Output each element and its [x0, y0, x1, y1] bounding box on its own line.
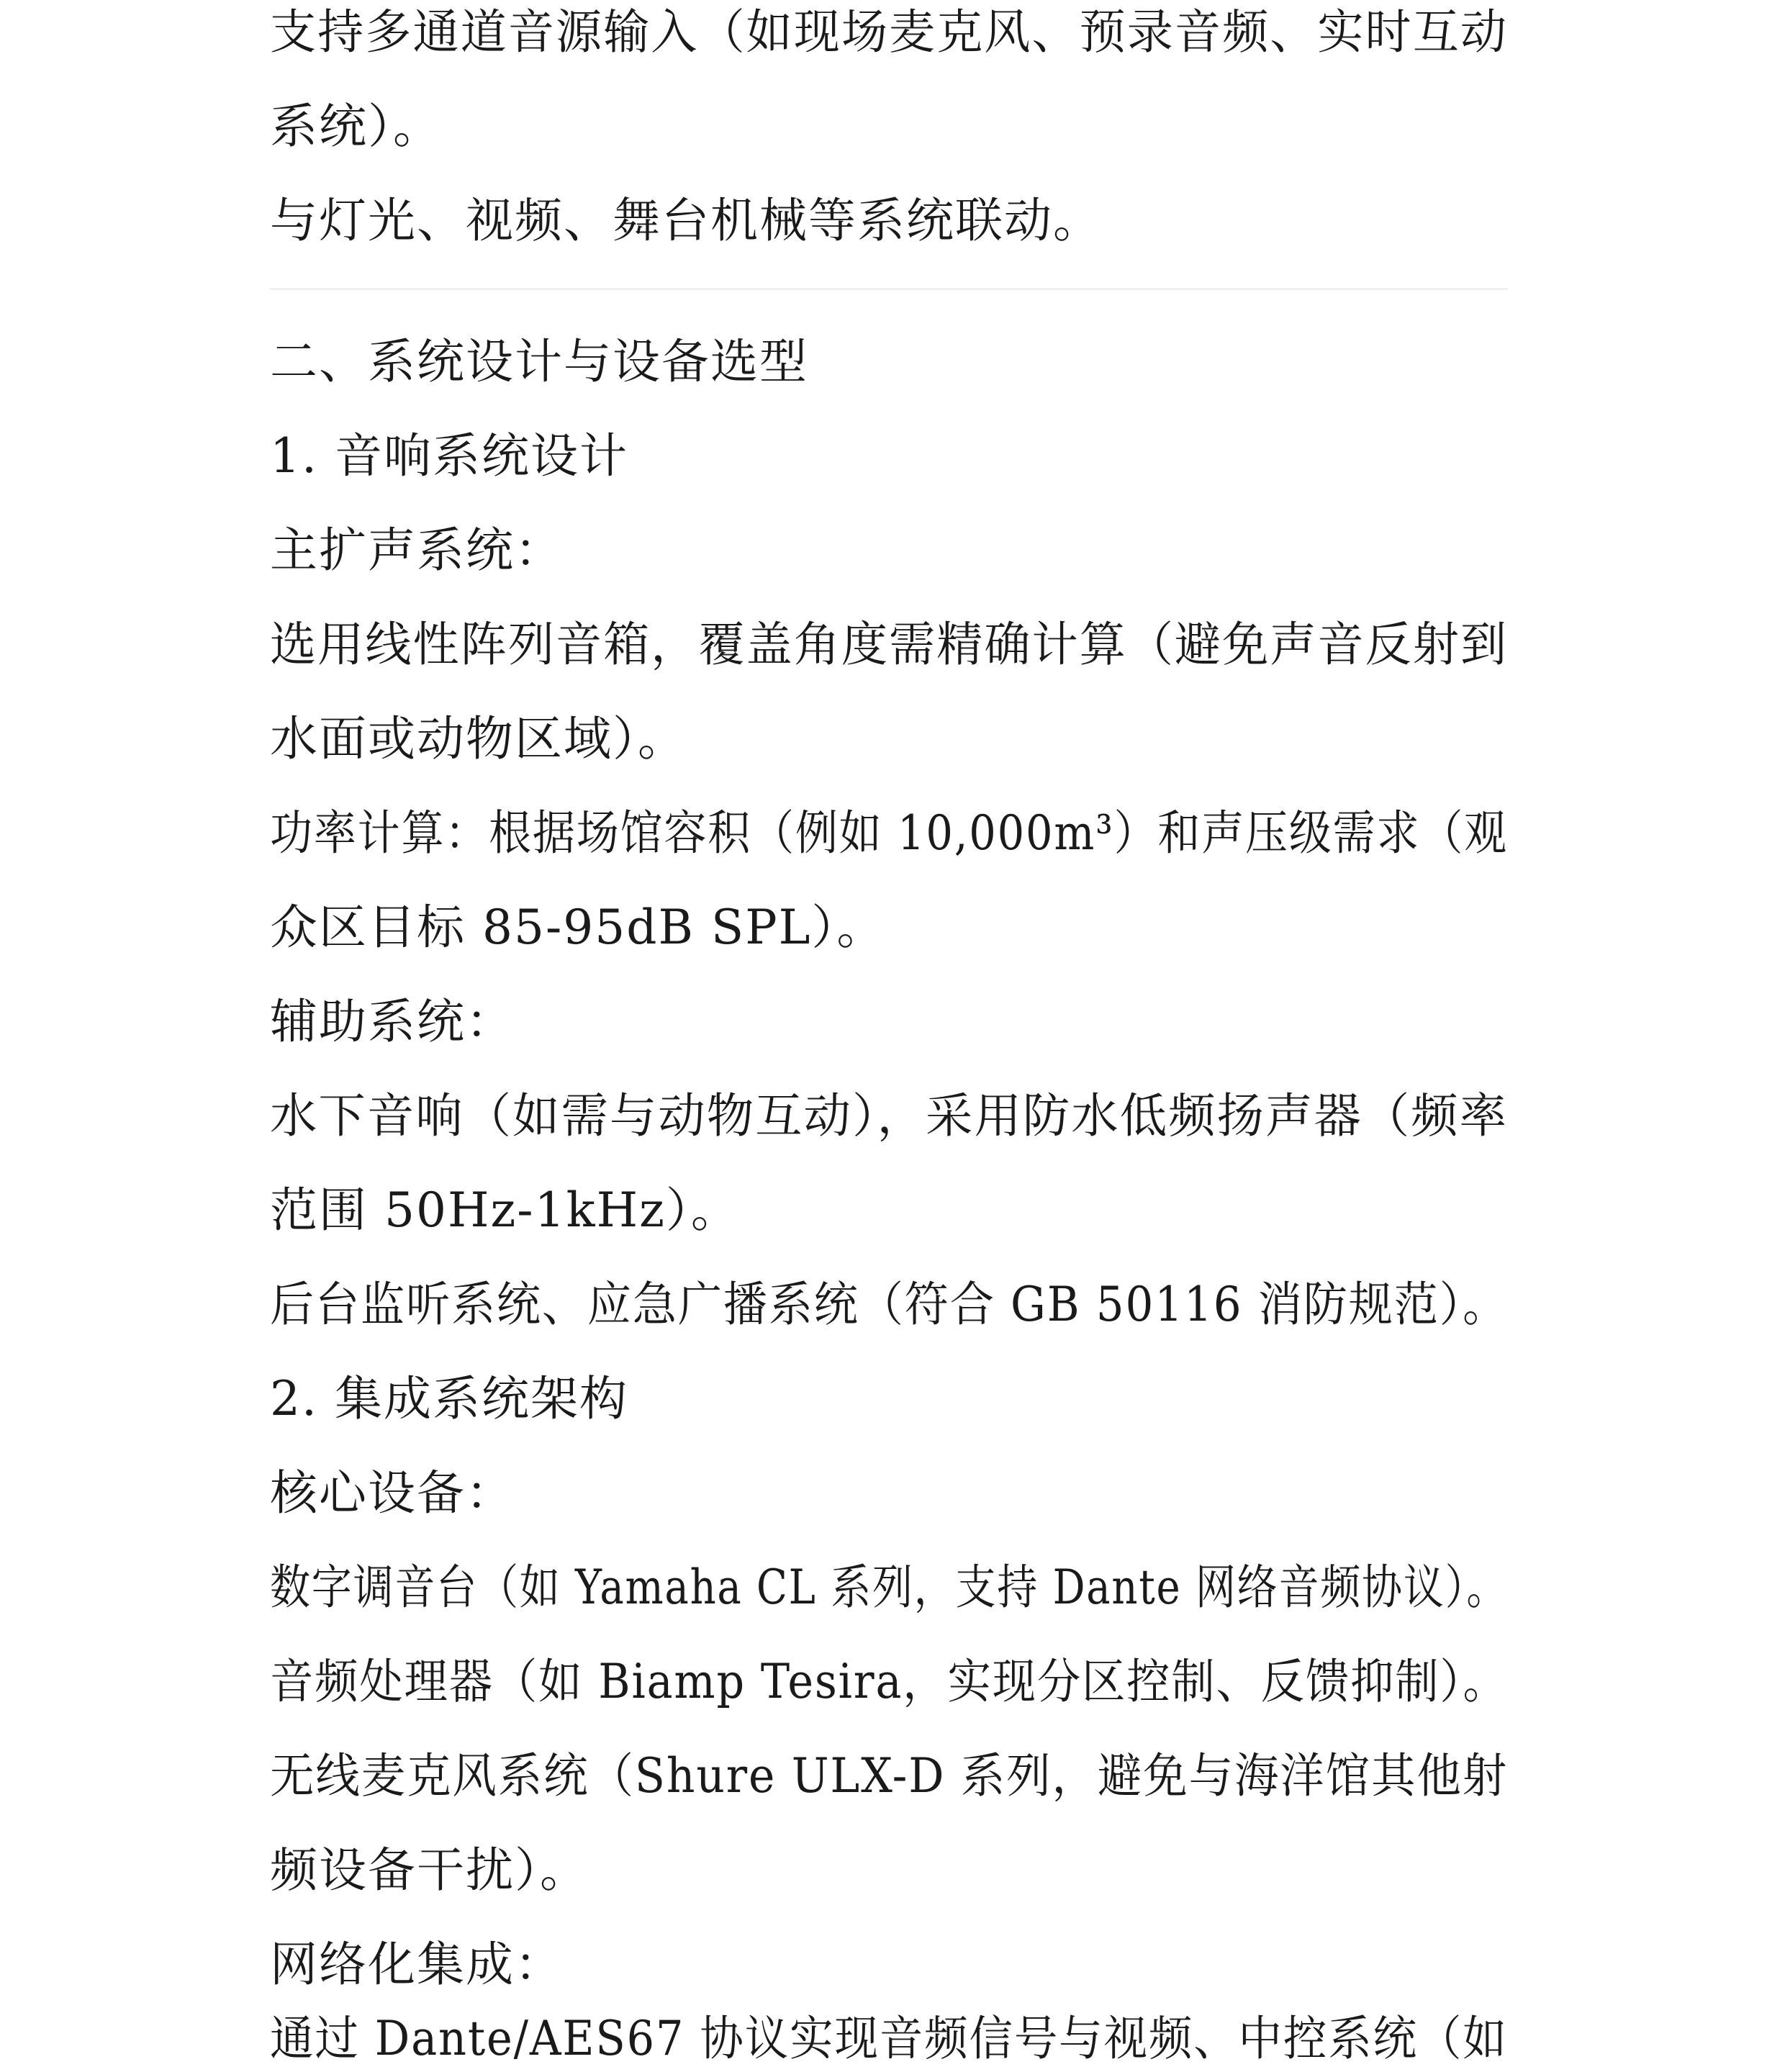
paragraph-line: 众区目标 85-95dB SPL）。 [270, 900, 886, 955]
paragraph-line: 水面或动物区域）。 [270, 711, 687, 766]
paragraph-line: 水下音响（如需与动物互动），采用防水低频扬声器（频率 [270, 1088, 1508, 1144]
paragraph-line: 后台监听系统、应急广播系统（符合 GB 50116 消防规范）。 [270, 1277, 1509, 1332]
paragraph-line: 通过 Dante/AES67 协议实现音频信号与视频、中控系统（如 [270, 2011, 1508, 2066]
section-divider [270, 288, 1508, 290]
paragraph-line: 音频处理器（如 Biamp Tesira，实现分区控制、反馈抑制）。 [270, 1654, 1508, 1709]
paragraph-line: 与灯光、视频、舞台机械等系统联动。 [270, 193, 1102, 248]
subsection-heading: 2. 集成系统架构 [270, 1371, 628, 1426]
paragraph-line: 选用线性阵列音箱，覆盖角度需精确计算（避免声音反射到 [270, 617, 1508, 672]
paragraph-line: 主扩声系统： [270, 522, 564, 578]
paragraph-line: 辅助系统： [270, 994, 515, 1049]
paragraph-line: 系统）。 [270, 99, 442, 154]
section-heading: 二、系统设计与设备选型 [270, 334, 808, 389]
paragraph-line: 支持多通道音源输入（如现场麦克风、预录音频、实时互动 [270, 4, 1508, 60]
paragraph-line: 频设备干扰）。 [270, 1842, 589, 1898]
subsection-heading: 1. 音响系统设计 [270, 428, 628, 484]
paragraph-line: 核心设备： [270, 1465, 515, 1521]
paragraph-line: 数字调音台（如 Yamaha CL 系列，支持 Dante 网络音频协议）。 [270, 1560, 1509, 1615]
paragraph-line: 网络化集成： [270, 1937, 564, 1992]
paragraph-line: 无线麦克风系统（Shure ULX-D 系列，避免与海洋馆其他射 [270, 1748, 1509, 1804]
paragraph-line: 功率计算：根据场馆容积（例如 10,000m³）和声压级需求（观 [270, 805, 1508, 861]
paragraph-line: 范围 50Hz-1kHz）。 [270, 1182, 740, 1238]
